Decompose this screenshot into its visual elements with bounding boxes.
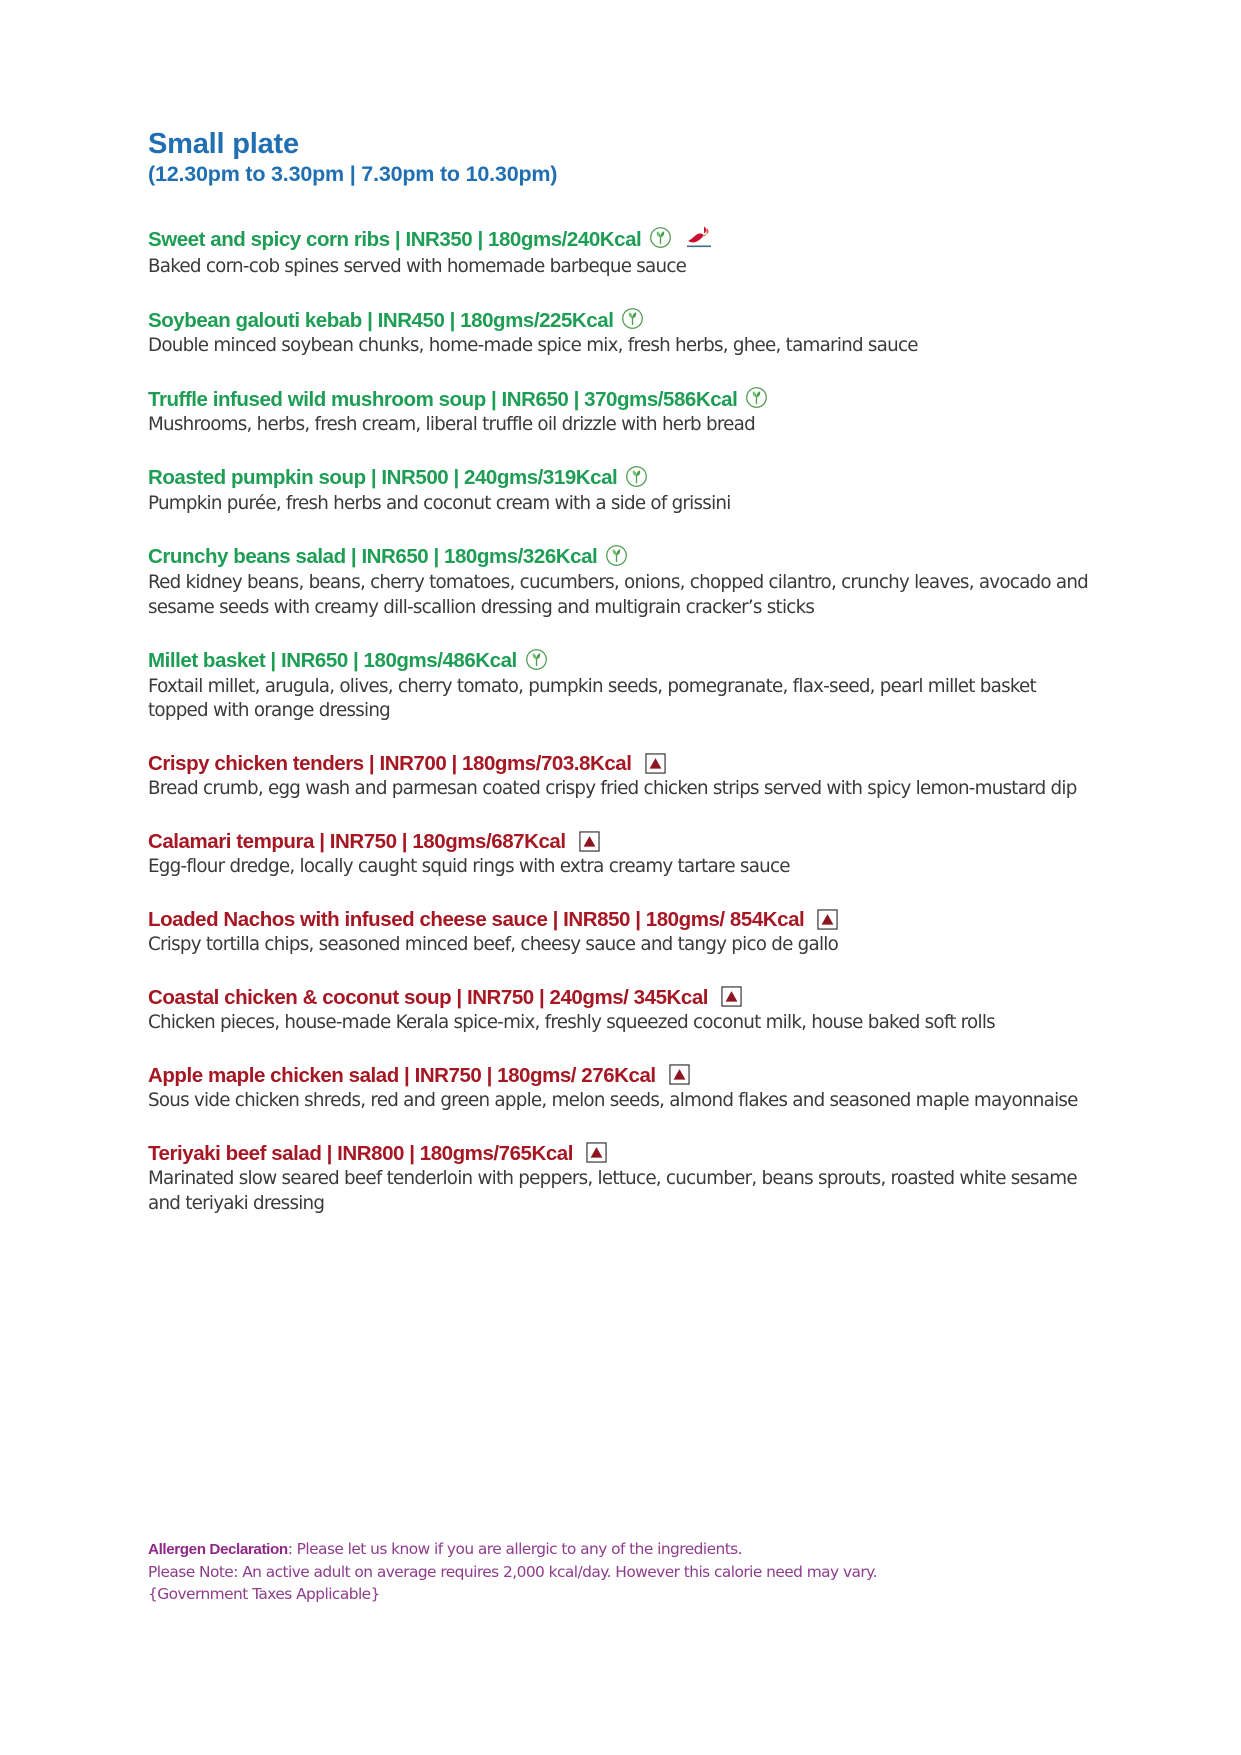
menu-item	[148, 1063, 1098, 1114]
page-title: Small plate	[148, 128, 299, 160]
veg-icon	[621, 307, 644, 330]
menu-item	[148, 544, 1098, 621]
menu-item-description: Pumpkin purée, fresh herbs and coconut cream with a side of grissini	[148, 492, 731, 514]
menu-item-description: Bread crumb, egg wash and parmesan coated crispy fried chicken strips served with spicy lemon-mustard dip	[148, 778, 1077, 800]
menu-item-title-row	[148, 386, 1098, 412]
menu-item-title-row	[148, 907, 1098, 932]
nonveg-icon	[645, 753, 666, 774]
menu-item-description: Red kidney beans, beans, cherry tomatoes, cucumbers, onions, chopped cilantro, crunchy leaves, avocado and sesame seeds with creamy dill-scallion dressing and multigrain cracker’s sticks	[148, 571, 1089, 618]
nonveg-icon	[669, 1064, 690, 1085]
taxes-note: {Government Taxes Applicable}	[148, 1585, 380, 1604]
menu-item-list	[148, 224, 1098, 1216]
menu-item-title: Soybean galouti kebab | INR450 | 180gms/225Kcal	[148, 308, 614, 332]
menu-item-title: Calamari tempura | INR750 | 180gms/687Kcal	[148, 830, 566, 854]
menu-item	[148, 829, 1098, 880]
menu-item-title: Teriyaki beef salad | INR800 | 180gms/765Kcal	[148, 1141, 574, 1165]
section-hours: (12.30pm to 3.30pm | 7.30pm to 10.30pm)	[148, 162, 558, 187]
menu-item-description: Mushrooms, herbs, fresh cream, liberal truffle oil drizzle with herb bread	[148, 414, 755, 436]
menu-item-title: Loaded Nachos with infused cheese sauce | INR850 | 180gms/ 854Kcal	[148, 908, 805, 932]
menu-item-description: Crispy tortilla chips, seasoned minced beef, cheesy sauce and tangy pico de gallo	[148, 934, 839, 956]
nonveg-icon	[817, 909, 838, 930]
menu-item-title-row	[148, 465, 1098, 491]
menu-item	[148, 224, 1098, 280]
menu-item-description: Egg-flour dredge, locally caught squid rings with extra creamy tartare sauce	[148, 856, 790, 878]
allergen-declaration-label: Allergen Declaration	[148, 1541, 288, 1558]
menu-item-title-row	[148, 648, 1098, 674]
menu-item-title: Millet basket | INR650 | 180gms/486Kcal	[148, 649, 517, 673]
menu-item-description: Marinated slow seared beef tenderloin with peppers, lettuce, cucumber, beans sprouts, roasted white sesame and teriyaki dressing	[148, 1167, 1077, 1214]
veg-icon	[745, 386, 768, 409]
menu-item	[148, 985, 1098, 1036]
menu-item-title-row	[148, 307, 1098, 333]
menu-item	[148, 907, 1098, 958]
menu-item-description: Sous vide chicken shreds, red and green apple, melon seeds, almond flakes and seasoned maple mayonnaise	[148, 1089, 1078, 1111]
menu-item-title: Roasted pumpkin soup | INR500 | 240gms/319Kcal	[148, 466, 618, 490]
menu-item-title: Coastal chicken & coconut soup | INR750 | 240gms/ 345Kcal	[148, 985, 709, 1009]
menu-item-title: Crunchy beans salad | INR650 | 180gms/326Kcal	[148, 545, 598, 569]
menu-item	[148, 1141, 1098, 1217]
veg-icon	[605, 544, 628, 567]
menu-item-title: Crispy chicken tenders | INR700 | 180gms/703.8Kcal	[148, 752, 632, 776]
chilli-icon	[684, 224, 718, 252]
menu-item-description: Foxtail millet, arugula, olives, cherry tomato, pumpkin seeds, pomegranate, flax-seed, pearl millet basket topped with orange dressing	[148, 675, 1036, 722]
nonveg-icon	[721, 986, 742, 1007]
nonveg-icon	[579, 831, 600, 852]
menu-item-description: Double minced soybean chunks, home-made spice mix, fresh herbs, ghee, tamarind sauce	[148, 335, 918, 357]
menu-item-title-row	[148, 829, 1098, 854]
menu-item	[148, 648, 1098, 725]
menu-item-title: Sweet and spicy corn ribs | INR350 | 180gms/240Kcal	[148, 227, 642, 251]
menu-item-title-row	[148, 1141, 1098, 1166]
allergen-declaration-text: : Please let us know if you are allergic to any of the ingredients.	[287, 1540, 742, 1558]
menu-item-title: Truffle infused wild mushroom soup | INR650 | 370gms/586Kcal	[148, 387, 738, 411]
veg-icon	[649, 226, 672, 249]
menu-content	[148, 128, 1098, 1243]
nonveg-icon	[586, 1142, 607, 1163]
menu-item-title-row	[148, 544, 1098, 570]
menu-item-title-row	[148, 1063, 1098, 1088]
calorie-note: Please Note: An active adult on average requires 2,000 kcal/day. However this calorie need may vary.	[148, 1562, 877, 1581]
menu-item-title-row	[148, 751, 1098, 776]
menu-item	[148, 307, 1098, 359]
menu-item-title-row	[148, 985, 1098, 1010]
menu-item	[148, 751, 1098, 802]
menu-item	[148, 386, 1098, 438]
menu-item	[148, 465, 1098, 517]
footer-notes	[148, 1538, 1108, 1605]
allergen-declaration-line	[148, 1538, 1108, 1561]
veg-icon	[625, 465, 648, 488]
menu-item-title: Apple maple chicken salad | INR750 | 180gms/ 276Kcal	[148, 1063, 656, 1087]
menu-item-description: Chicken pieces, house-made Kerala spice-mix, freshly squeezed coconut milk, house baked soft rolls	[148, 1011, 995, 1033]
menu-item-title-row	[148, 224, 1098, 254]
menu-item-description: Baked corn-cob spines served with homemade barbeque sauce	[148, 256, 687, 278]
veg-icon	[525, 648, 548, 671]
